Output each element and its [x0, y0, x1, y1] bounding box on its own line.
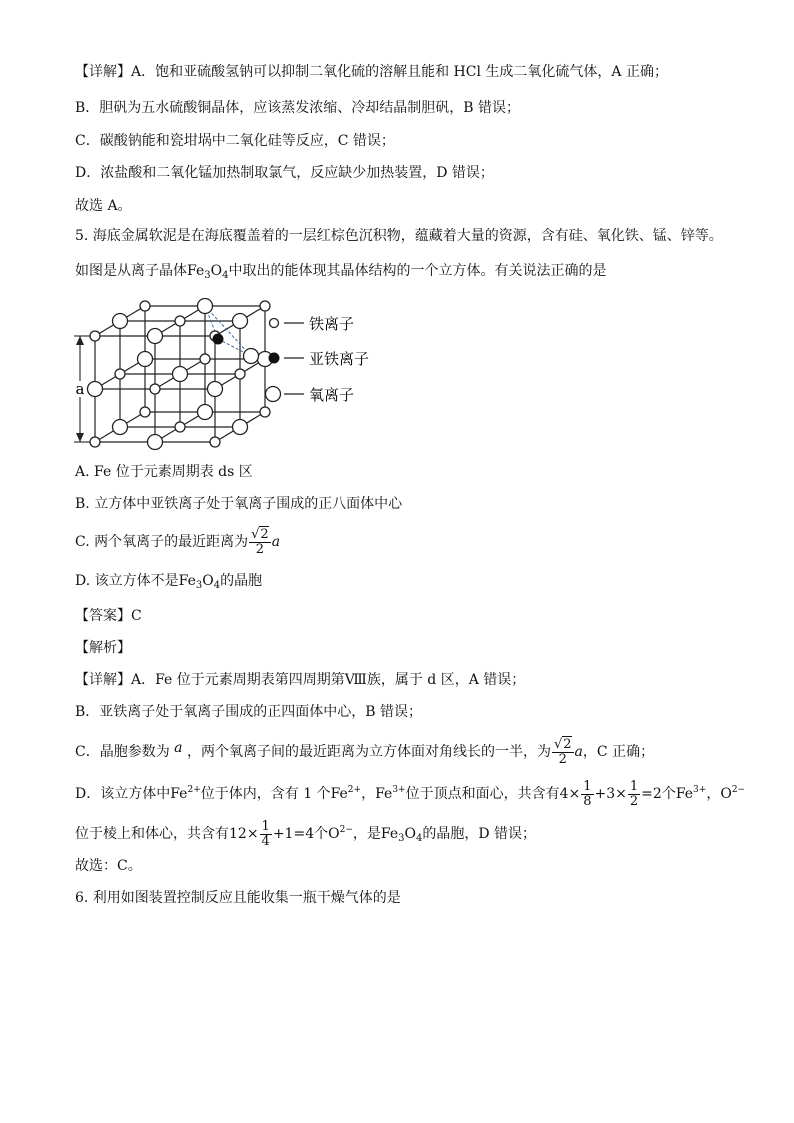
legend — [266, 315, 370, 404]
analysis-line-5-b: ，是 — [352, 826, 381, 842]
option-d-text: D. 该立方体不是 — [75, 573, 179, 589]
legend-oxygen-ion: 氧离子 — [309, 386, 355, 404]
stem-post: 中取出的能体现其晶体结构的一个立方体。有关说法正确的是 — [228, 263, 607, 279]
analysis-line-2: B．亚铁离子处于氧离子围成的正四面体中心，B 错误； — [75, 704, 423, 720]
analysis-line-4-a: 位于体内，含有 1 个 — [200, 786, 331, 802]
analysis-line-3: C．晶胞参数为 a ，两个氧离子间的最近距离为立方体面对角线长的一半，为 $\frac{√2}{2}$ a，C 正确； — [75, 736, 655, 767]
question-5-stem — [75, 261, 606, 286]
analysis-line-1: 【详解】A．Fe 位于元素周期表第四周期第Ⅷ族，属于 d 区，A 错误； — [75, 672, 526, 688]
answer: 【答案】C — [75, 608, 142, 624]
detail-line-5: 故选 A。 — [75, 198, 132, 214]
detail-line-1: 【详解】A．饱和亚硫酸氢钠可以抑制二氧化硫的溶解且能和 HCl 生成二氧化硫气体，A 正确； — [75, 64, 668, 80]
analysis-line-6: 故选：C。 — [75, 858, 142, 874]
option-d — [75, 571, 262, 596]
formula-count-fe3: 4× $\frac{1}{8}$ +3× $\frac{1}{2}$ =2 — [559, 778, 662, 809]
analysis-heading: 【解析】 — [75, 640, 131, 656]
formula-count-o: 12× $\frac{1}{4}$ +1=4 — [229, 818, 315, 849]
analysis-line-5-mid: 个 — [314, 826, 329, 842]
stem-pre: 如图是从离子晶体 — [75, 263, 187, 279]
analysis-line-5-post: 的晶胞，D 错误； — [422, 826, 537, 842]
crystal-structure-figure — [68, 298, 388, 454]
oxygen-ion-legend-icon — [266, 387, 281, 402]
option-a: A. Fe 位于元素周期表 ds 区 — [75, 464, 253, 480]
detail-line-2: B．胆矾为五水硫酸铜晶体，应该蒸发浓缩、冷却结晶制胆矾，B 错误； — [75, 100, 521, 116]
axis-label: a — [75, 380, 85, 398]
fraction-sqrt2-over-2: $\frac{√2}{2}$ — [251, 526, 269, 557]
legend-ferrous-ion: 亚铁离子 — [309, 350, 370, 368]
analysis-line-4-pre: D．该立方体中 — [75, 786, 171, 802]
formula-fe3o4: $Fe_3O_4$ — [178, 573, 221, 591]
option-d-post: 的晶胞 — [220, 573, 263, 589]
option-b: B. 立方体中亚铁离子处于氧离子围成的正八面体中心 — [75, 496, 403, 512]
question-5: 5. 海底金属软泥是在海底覆盖着的一层红棕色沉积物，蕴藏着大量的资源，含有硅、氧化铁、锰、锌等。 — [75, 228, 723, 244]
analysis-line-3-pre: C．晶胞参数为 — [75, 744, 170, 760]
iron-ion-legend-icon — [270, 319, 279, 328]
analysis-line-5: 位于棱上和体心，共含有12× $\frac{1}{4}$ +1=4个$O^{2-}$，是$Fe_3O_4$的晶胞，D 错误； — [75, 818, 537, 849]
analysis-line-4: D．该立方体中$Fe^{2+}$位于体内，含有 1 个$Fe^{2+}$，$Fe^{3+}$位于顶点和面心，共含有4× $\frac{1}{8}$ +3× $\frac{1}{2}$ =2个$Fe^{3+}$，$O^{2-}$ — [75, 778, 746, 809]
analysis-line-3-mid: ，两个氧离子间的最近距离为立方体面对角线长的一半，为 — [186, 744, 551, 760]
analysis-line-4-b: ， — [361, 786, 376, 802]
analysis-line-4-c: 位于顶点和面心，共含有 — [405, 786, 560, 802]
detail-line-3: C．碳酸钠能和瓷坩埚中二氧化硅等反应，C 错误； — [75, 133, 395, 149]
option-c: C. 两个氧离子的最近距离为 $\frac{√2}{2}$ a — [75, 526, 281, 557]
question-6: 6. 利用如图装置控制反应且能收集一瓶干燥气体的是 — [75, 890, 401, 906]
legend-iron-ion: 铁离子 — [309, 315, 355, 333]
option-c-text: C. 两个氧离子的最近距离为 — [75, 534, 249, 550]
analysis-line-3-post: ，C 正确； — [582, 744, 655, 760]
detail-line-4: D．浓盐酸和二氧化锰加热制取氯气，反应缺少加热装置，D 错误； — [75, 165, 494, 181]
ferrous-ion-legend-icon — [269, 353, 280, 364]
analysis-line-5-pre: 位于棱上和体心，共含有 — [75, 826, 229, 842]
analysis-line-4-d: 个 — [661, 786, 676, 802]
formula-fe3o4: $Fe_3O_4$ — [187, 263, 229, 281]
fraction-sqrt2-over-2: $\frac{√2}{2}$ — [553, 736, 572, 767]
analysis-line-4-e: ， — [706, 786, 721, 802]
